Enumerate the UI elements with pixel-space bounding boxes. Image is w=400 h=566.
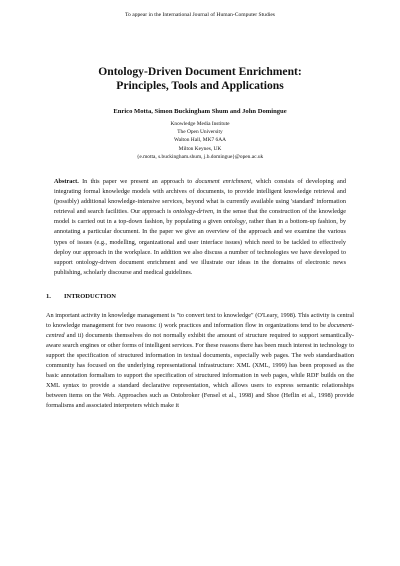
- affiliation-city: Milton Keynes, UK: [178, 145, 222, 152]
- intro-text-2: and ii) documents themselves do not normally exhibit the amount of structure required to support semantically-aware search engines or other forms of intelligent services. For these reasons there has been much interest in technology to support the specification of structured information in textual documents, especially web pages. The web standardisation community has focused on the underlying representational infrastructure: XML (XML, 1999) has been proposed as the basic annotation formalism to support the specification of structured information in web pages, while RDF builds on the XML syntax to provide a standard declarative representation, which allows users to express semantic relationships between items on the Web. Approaches such as Ontobroker (Fensel et al., 1998) and Shoe (Heflin et al., 1998) provide formalisms and associated interpreters which make it: [46, 332, 354, 410]
- abstract: [54, 177, 346, 278]
- author-list: Enrico Motta, Simon Buckingham Shum and John Domingue: [113, 108, 287, 115]
- affiliation-institute: Knowledge Media Institute: [170, 121, 230, 127]
- affiliation-block: [46, 120, 354, 161]
- affiliation-university: The Open University: [177, 129, 223, 136]
- abstract-term-ontology: ontology: [223, 218, 246, 226]
- introduction-paragraph: [46, 311, 354, 411]
- intro-term-document-centred: document-centred: [46, 322, 355, 340]
- section-title: INTRODUCTION: [64, 292, 117, 300]
- paper-title: [46, 65, 354, 93]
- abstract-text-4: , rather than in a bottom-up fashion, by annotating a particular document. In the paper we give an overview of the approach and we examine the various types of issues (e.g., modelling, organizational and user interface issues) which need to be tackled to effectively deploy our approach in the workplace. In addition we also discuss a number of technologies we have developed to support ontology-driven document enrichment and we illustrate our ideas in the domains of electronic news publishing, scholarly discourse and medical guidelines.: [54, 218, 346, 276]
- abstract-text-2: , which consists of developing and integrating formal knowledge models with archives of documents, to provide intelligent knowledge retrieval and (possibly) additional knowledge-intensive services, beyond what is currently available using 'standard' information retrieval and search facilities. Our approach is: [54, 178, 346, 216]
- abstract-text-3: , in the sense that the construction of the knowledge model is carried out in a top-down fashion, by populating a given: [54, 208, 347, 226]
- section-number: 1.: [46, 292, 51, 300]
- abstract-text-1: In this paper we present an approach to: [82, 178, 193, 186]
- affiliation-street: Walton Hall, MK7 6AA: [174, 137, 226, 144]
- abstract-term-document-enrichment: document enrichment: [195, 178, 252, 186]
- abstract-term-ontology-driven: ontology-driven: [173, 208, 214, 216]
- intro-text-1: An important activity in knowledge management is "to convert text to knowledge" (O'Leary, 1998). This activity is central to knowledge management for two reasons: i) work practices and information flow in organizations tend to be: [46, 311, 354, 329]
- section-heading-introduction: [46, 292, 354, 301]
- affiliation-emails: {e.motta, s.buckingham.shum, j.b.domingue}@open.ac.uk: [136, 153, 264, 160]
- title-line-2: Principles, Tools and Applications: [116, 79, 284, 92]
- abstract-label: Abstract.: [54, 178, 79, 186]
- journal-note: To appear in the International Journal of Human-Computer Studies: [125, 12, 275, 18]
- title-line-1: Ontology-Driven Document Enrichment:: [98, 65, 302, 78]
